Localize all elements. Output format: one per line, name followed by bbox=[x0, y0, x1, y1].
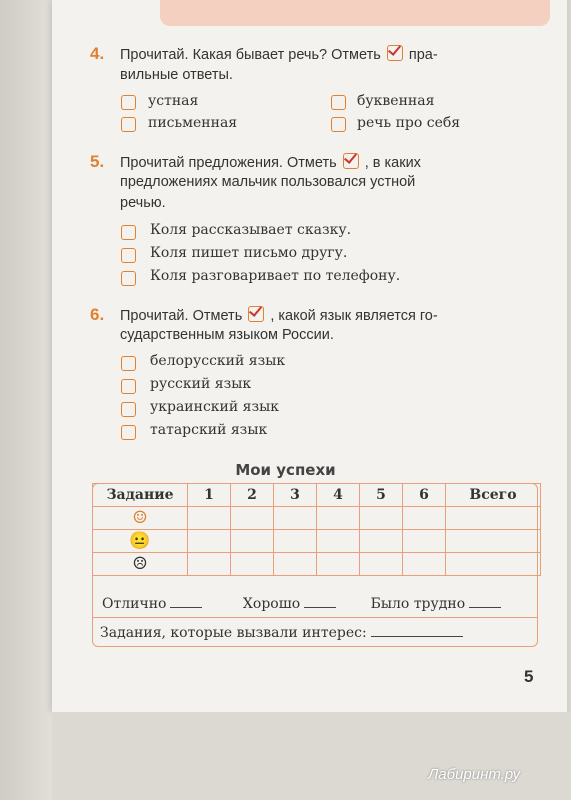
page-bottom-shadow bbox=[52, 712, 571, 800]
answer-blank[interactable] bbox=[371, 636, 463, 637]
book-spine bbox=[0, 0, 52, 800]
header-cell: 6 bbox=[403, 484, 446, 507]
divider bbox=[92, 617, 538, 618]
task-text-line: вильные ответы. bbox=[120, 67, 233, 83]
option-checkbox[interactable] bbox=[121, 425, 136, 440]
task-text-line: Прочитай. Какая бывает речь? Отметь пра- bbox=[120, 47, 438, 63]
smile-face-icon: ☺ bbox=[132, 508, 148, 528]
table-row bbox=[93, 530, 541, 553]
rating-row: Отлично Хорошо Было трудно bbox=[102, 596, 501, 612]
face-cell bbox=[93, 530, 188, 553]
success-title: Мои успехи bbox=[235, 461, 336, 479]
table-row bbox=[93, 553, 541, 576]
interest-row: Задания, которые вызвали интерес: bbox=[100, 625, 463, 641]
option-label: устная bbox=[148, 93, 199, 109]
sad-face-icon: ☹ bbox=[132, 554, 148, 574]
header-cell: Всего bbox=[446, 484, 541, 507]
table-header-row bbox=[93, 484, 541, 507]
header-cell: 4 bbox=[317, 484, 360, 507]
answer-blank[interactable] bbox=[170, 607, 202, 608]
option-checkbox[interactable] bbox=[121, 95, 136, 110]
option-checkbox[interactable] bbox=[121, 356, 136, 371]
watermark-logo: Лабиринт.ру bbox=[428, 766, 521, 783]
header-cell: 5 bbox=[360, 484, 403, 507]
option-label: письменная bbox=[148, 115, 238, 131]
checkmark-icon bbox=[387, 45, 403, 61]
option-label: Коля пишет письмо другу. bbox=[150, 245, 348, 261]
option-checkbox[interactable] bbox=[121, 248, 136, 263]
option-label: украинский язык bbox=[150, 399, 280, 415]
option-checkbox[interactable] bbox=[331, 95, 346, 110]
option-checkbox[interactable] bbox=[331, 117, 346, 132]
answer-blank[interactable] bbox=[304, 607, 336, 608]
table-row bbox=[93, 507, 541, 530]
option-label: речь про себя bbox=[357, 115, 461, 131]
page-number: 5 bbox=[524, 667, 534, 686]
header-cell: 2 bbox=[231, 484, 274, 507]
option-label: буквенная bbox=[357, 93, 435, 109]
option-label: Коля рассказывает сказку. bbox=[150, 222, 352, 238]
top-decoration bbox=[160, 0, 550, 26]
header-cell: 1 bbox=[188, 484, 231, 507]
option-label: татарский язык bbox=[150, 422, 268, 438]
checkmark-icon bbox=[248, 306, 264, 322]
task-text-line: Прочитай предложения. Отметь , в каких bbox=[120, 155, 421, 171]
task-number: 6. bbox=[90, 305, 105, 324]
neutral-face-icon: 😐 bbox=[129, 531, 151, 551]
task-text-line: сударственным языком России. bbox=[120, 327, 334, 343]
answer-blank[interactable] bbox=[469, 607, 501, 608]
checkmark-icon bbox=[343, 153, 359, 169]
option-label: белорусский язык bbox=[150, 353, 286, 369]
option-checkbox[interactable] bbox=[121, 271, 136, 286]
task-number: 4. bbox=[90, 44, 105, 63]
option-checkbox[interactable] bbox=[121, 225, 136, 240]
option-checkbox[interactable] bbox=[121, 117, 136, 132]
option-label: Коля разговаривает по телефону. bbox=[150, 268, 401, 284]
task-text-line: предложениях мальчик пользовался устной bbox=[120, 174, 416, 190]
face-cell bbox=[93, 553, 188, 576]
header-cell: 3 bbox=[274, 484, 317, 507]
task-number: 5. bbox=[90, 152, 105, 171]
task-text-line: Прочитай. Отметь , какой язык является го- bbox=[120, 308, 438, 324]
option-label: русский язык bbox=[150, 376, 252, 392]
success-table bbox=[92, 483, 541, 576]
option-checkbox[interactable] bbox=[121, 379, 136, 394]
header-cell: Задание bbox=[93, 484, 188, 507]
option-checkbox[interactable] bbox=[121, 402, 136, 417]
face-cell bbox=[93, 507, 188, 530]
task-text-line: речью. bbox=[120, 195, 166, 211]
